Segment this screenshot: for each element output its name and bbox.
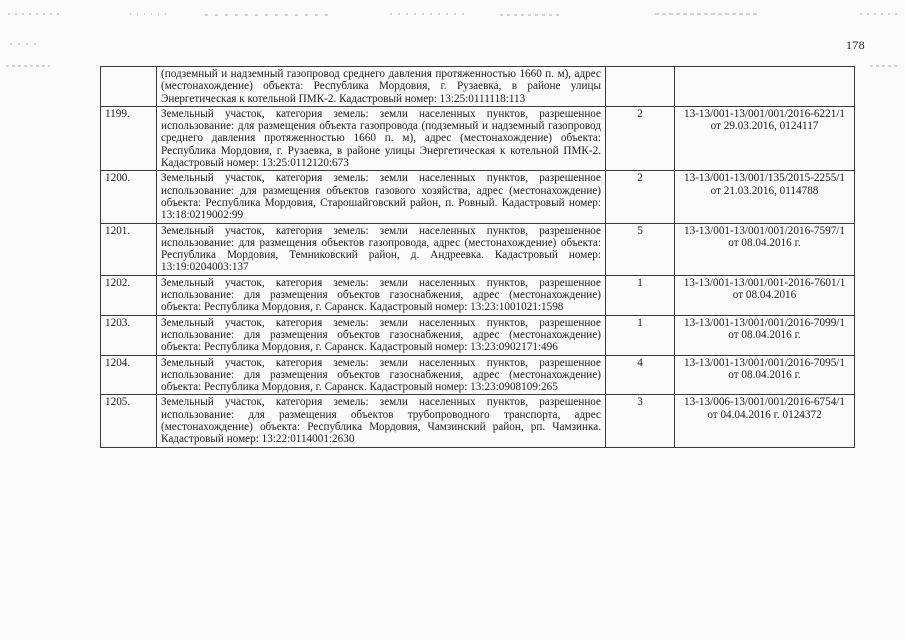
page-number: 178	[846, 38, 865, 52]
row-count: 1	[606, 315, 675, 355]
row-number: 1203.	[101, 315, 157, 355]
row-number: 1199.	[101, 106, 157, 170]
row-description: Земельный участок, категория земель: земли населенных пунктов, разрешенное использование: для размещения объекта газопровода (подземный и надземный газопровод среднего давления протяженностью 1660 п. м), адрес (местонахождение) объекта: Республика Мордовия, г. Рузаевка, в районе улицы Энергетическая к котельной ПМК-2. Кадастровый номер: 13:25:0112120:673	[157, 106, 606, 170]
row-registration: 13-13/001-13/001/001/2016-6221/1 от 29.03.2016, 0124117	[675, 106, 855, 170]
row-count	[606, 67, 675, 107]
row-description: (подземный и надземный газопровод среднего давления протяженностью 1660 п. м), адрес (местонахождение) объекта: Республика Мордовия, г. Рузаевка, в районе улицы Энергетическая к котельной ПМК-2. Кадастровый номер: 13:25:0111118:113	[157, 67, 606, 107]
row-registration: 13-13/001-13/001/001-2016-7601/1 от 08.04.2016	[675, 275, 855, 315]
row-description: Земельный участок, категория земель: земли населенных пунктов, разрешенное использование: для размещения объектов трубопроводного транспорта, адрес (местонахождение) объекта: Республика Мордовия, Чамзинский район, рп. Чамзинка. Кадастровый номер: 13:22:0114001:2630	[157, 395, 606, 447]
row-description: Земельный участок, категория земель: земли населенных пунктов, разрешенное использование: для размещения объектов газопровода, адрес (местонахождение) объекта: Республика Мордовия, Темниковский район, д. Андреевка. Кадастровый номер: 13:19:0204003:137	[157, 223, 606, 275]
row-number: 1200.	[101, 171, 157, 223]
row-number: 1205.	[101, 395, 157, 447]
table-row	[101, 395, 855, 447]
row-count: 4	[606, 355, 675, 395]
row-registration: 13-13/001-13/001/001/2016-7099/1 от 08.04.2016 г.	[675, 315, 855, 355]
row-count: 3	[606, 395, 675, 447]
table-row	[101, 275, 855, 315]
property-registry-table	[100, 66, 855, 448]
row-description: Земельный участок, категория земель: земли населенных пунктов, разрешенное использование: для размещения объектов газоснабжения, адрес (местонахождение) объекта: Республика Мордовия, г. Саранск. Кадастровый номер: 13:23:0902171:496	[157, 315, 606, 355]
row-count: 2	[606, 106, 675, 170]
row-count: 5	[606, 223, 675, 275]
row-registration: 13-13/006-13/001/001/2016-6754/1 от 04.04.2016 г. 0124372	[675, 395, 855, 447]
row-registration	[675, 67, 855, 107]
row-registration: 13-13/001-13/001/001/2016-7095/1 от 08.04.2016 г.	[675, 355, 855, 395]
table-row	[101, 315, 855, 355]
row-number: 1204.	[101, 355, 157, 395]
row-description: Земельный участок, категория земель: земли населенных пунктов, разрешенное использование: для размещения объектов газоснабжения, адрес (местонахождение) объекта: Республика Мордовия, г. Саранск. Кадастровый номер: 13:23:0908109:265	[157, 355, 606, 395]
row-count: 2	[606, 171, 675, 223]
table-row	[101, 106, 855, 170]
row-number	[101, 67, 157, 107]
row-number: 1201.	[101, 223, 157, 275]
row-registration: 13-13/001-13/001/001/2016-7597/1 от 08.04.2016 г.	[675, 223, 855, 275]
table-row	[101, 355, 855, 395]
row-description: Земельный участок, категория земель: земли населенных пунктов, разрешенное использование: для размещения объектов газоснабжения, адрес (местонахождение) объекта: Республика Мордовия, г. Саранск. Кадастровый номер: 13:23:1001021:1598	[157, 275, 606, 315]
row-count: 1	[606, 275, 675, 315]
table-row	[101, 223, 855, 275]
row-description: Земельный участок, категория земель: земли населенных пунктов, разрешенное использование: для размещения объектов газового хозяйства, адрес (местонахождение) объекта: Республика Мордовия, Старошайговский район, п. Ровный. Кадастровый номер: 13:18:0219002:99	[157, 171, 606, 223]
table-row	[101, 67, 855, 107]
row-number: 1202.	[101, 275, 157, 315]
table-row	[101, 171, 855, 223]
row-registration: 13-13/001-13/001/135/2015-2255/1 от 21.03.2016, 0114788	[675, 171, 855, 223]
